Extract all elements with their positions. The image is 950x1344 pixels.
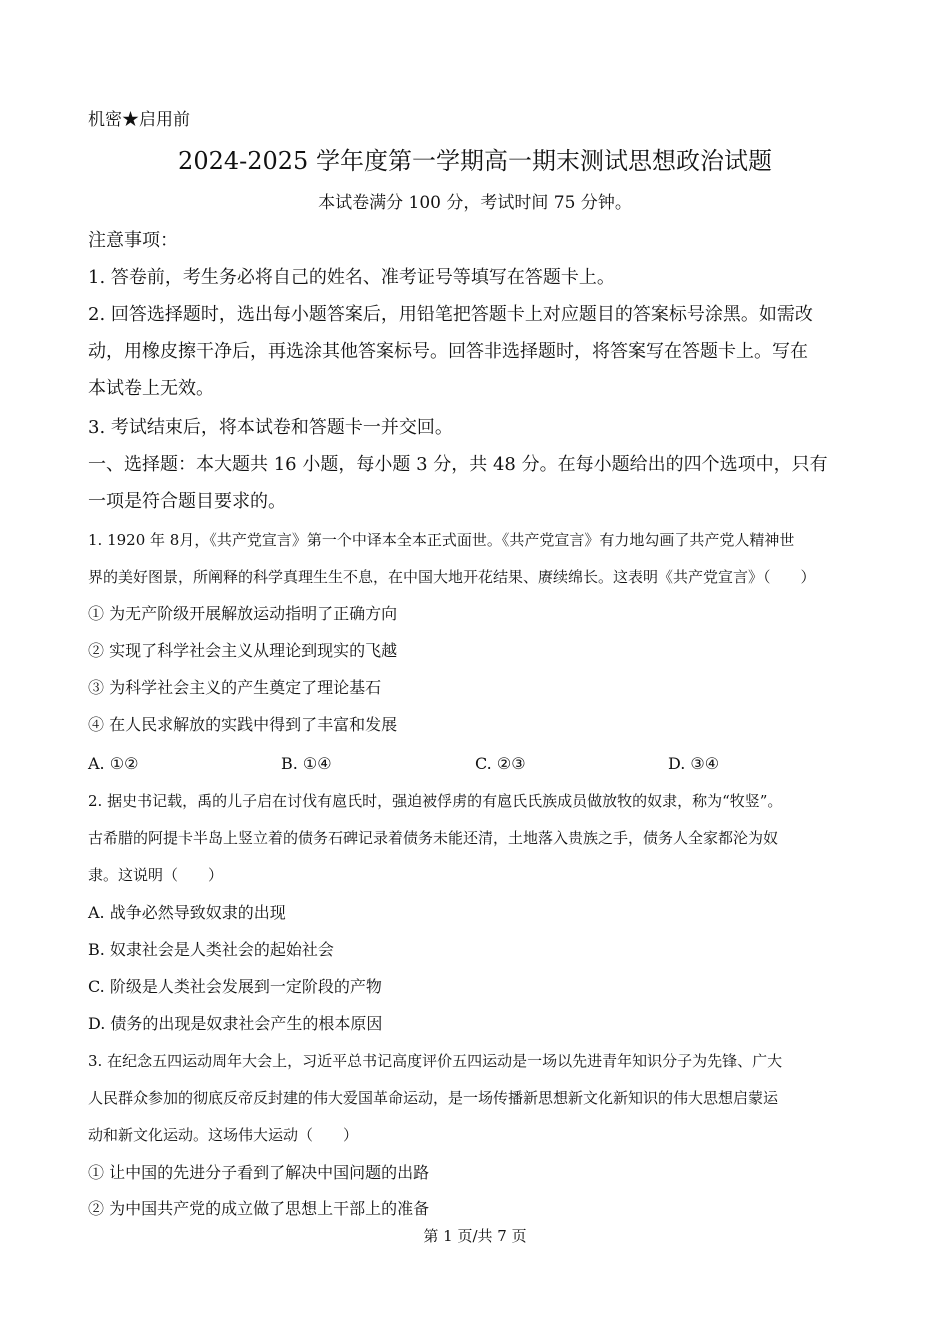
q2-stem-line-2: 古希腊的阿提卡半岛上竖立着的债务石碑记录着债务未能还清，土地落入贵族之手，债务人全家都沦为奴: [88, 829, 779, 847]
q3-stem-line-2: 人民群众参加的彻底反帝反封建的伟大爱国革命运动，是一场传播新思想新文化新知识的伟大思想启蒙运: [88, 1089, 779, 1107]
notes-item-2-line-1: 2. 回答选择题时，选出每小题答案后，用铅笔把答题卡上对应题目的答案标号涂黑。如需改: [88, 304, 813, 325]
q1-statement-4: ④ 在人民求解放的实践中得到了丰富和发展: [88, 715, 398, 734]
notes-heading: 注意事项：: [88, 230, 178, 251]
q3-statement-2: ② 为中国共产党的成立做了思想上干部上的准备: [88, 1199, 430, 1218]
notes-item-3: 3. 考试结束后，将本试卷和答题卡一并交回。: [88, 417, 453, 438]
q1-statement-3: ③ 为科学社会主义的产生奠定了理论基石: [88, 678, 382, 697]
notes-item-1: 1. 答卷前，考生务必将自己的姓名、准考证号等填写在答题卡上。: [88, 267, 615, 288]
q1-option-d: D. ③④: [668, 754, 720, 773]
q1-option-b: B. ①④: [281, 754, 332, 773]
notes-item-2-line-2: 动，用橡皮擦干净后，再选涂其他答案标号。回答非选择题时，将答案写在答题卡上。写在: [88, 341, 808, 362]
exam-info: 本试卷满分 100 分，考试时间 75 分钟。: [318, 193, 632, 213]
section-heading-line-2: 一项是符合题目要求的。: [88, 491, 286, 512]
q1-statement-2: ② 实现了科学社会主义从理论到现实的飞越: [88, 641, 398, 660]
confidential-label: 机密★启用前: [88, 110, 190, 130]
q2-stem-line-1: 2. 据史书记载，禹的儿子启在讨伐有扈氏时，强迫被俘虏的有扈氏氏族成员做放牧的奴隶，称为“牧竖”。: [88, 792, 783, 810]
q3-stem-line-3: 动和新文化运动。这场伟大运动（ ）: [88, 1126, 359, 1144]
q1-stem-line-2: 界的美好图景，所阐释的科学真理生生不息，在中国大地开花结果、赓续绵长。这表明《共产党宣言》（ ）: [88, 568, 816, 586]
q2-stem-line-3: 隶。这说明（ ）: [88, 866, 224, 884]
page-footer: 第 1 页/共 7 页: [423, 1227, 527, 1245]
q3-statement-1: ① 让中国的先进分子看到了解决中国问题的出路: [88, 1163, 430, 1182]
page-title: 2024-2025 学年度第一学期高一期末测试思想政治试题: [178, 147, 772, 175]
q2-option-b: B. 奴隶社会是人类社会的起始社会: [88, 940, 334, 959]
q3-stem-line-1: 3. 在纪念五四运动周年大会上，习近平总书记高度评价五四运动是一场以先进青年知识分子为先锋、广大: [88, 1052, 783, 1070]
q1-option-c: C. ②③: [475, 754, 526, 773]
q1-option-a: A. ①②: [88, 754, 139, 773]
section-heading-line-1: 一、选择题：本大题共 16 小题，每小题 3 分，共 48 分。在每小题给出的四个选项中，只有: [88, 454, 828, 475]
q2-option-c: C. 阶级是人类社会发展到一定阶段的产物: [88, 977, 382, 996]
q2-option-d: D. 债务的出现是奴隶社会产生的根本原因: [88, 1014, 383, 1033]
notes-item-2-line-3: 本试卷上无效。: [88, 378, 214, 399]
q1-stem-line-1: 1. 1920 年 8月，《共产党宣言》第一个中译本全本正式面世。《共产党宣言》有力地勾画了共产党人精神世: [88, 531, 795, 549]
q2-option-a: A. 战争必然导致奴隶的出现: [88, 903, 286, 922]
q1-statement-1: ① 为无产阶级开展解放运动指明了正确方向: [88, 604, 398, 623]
